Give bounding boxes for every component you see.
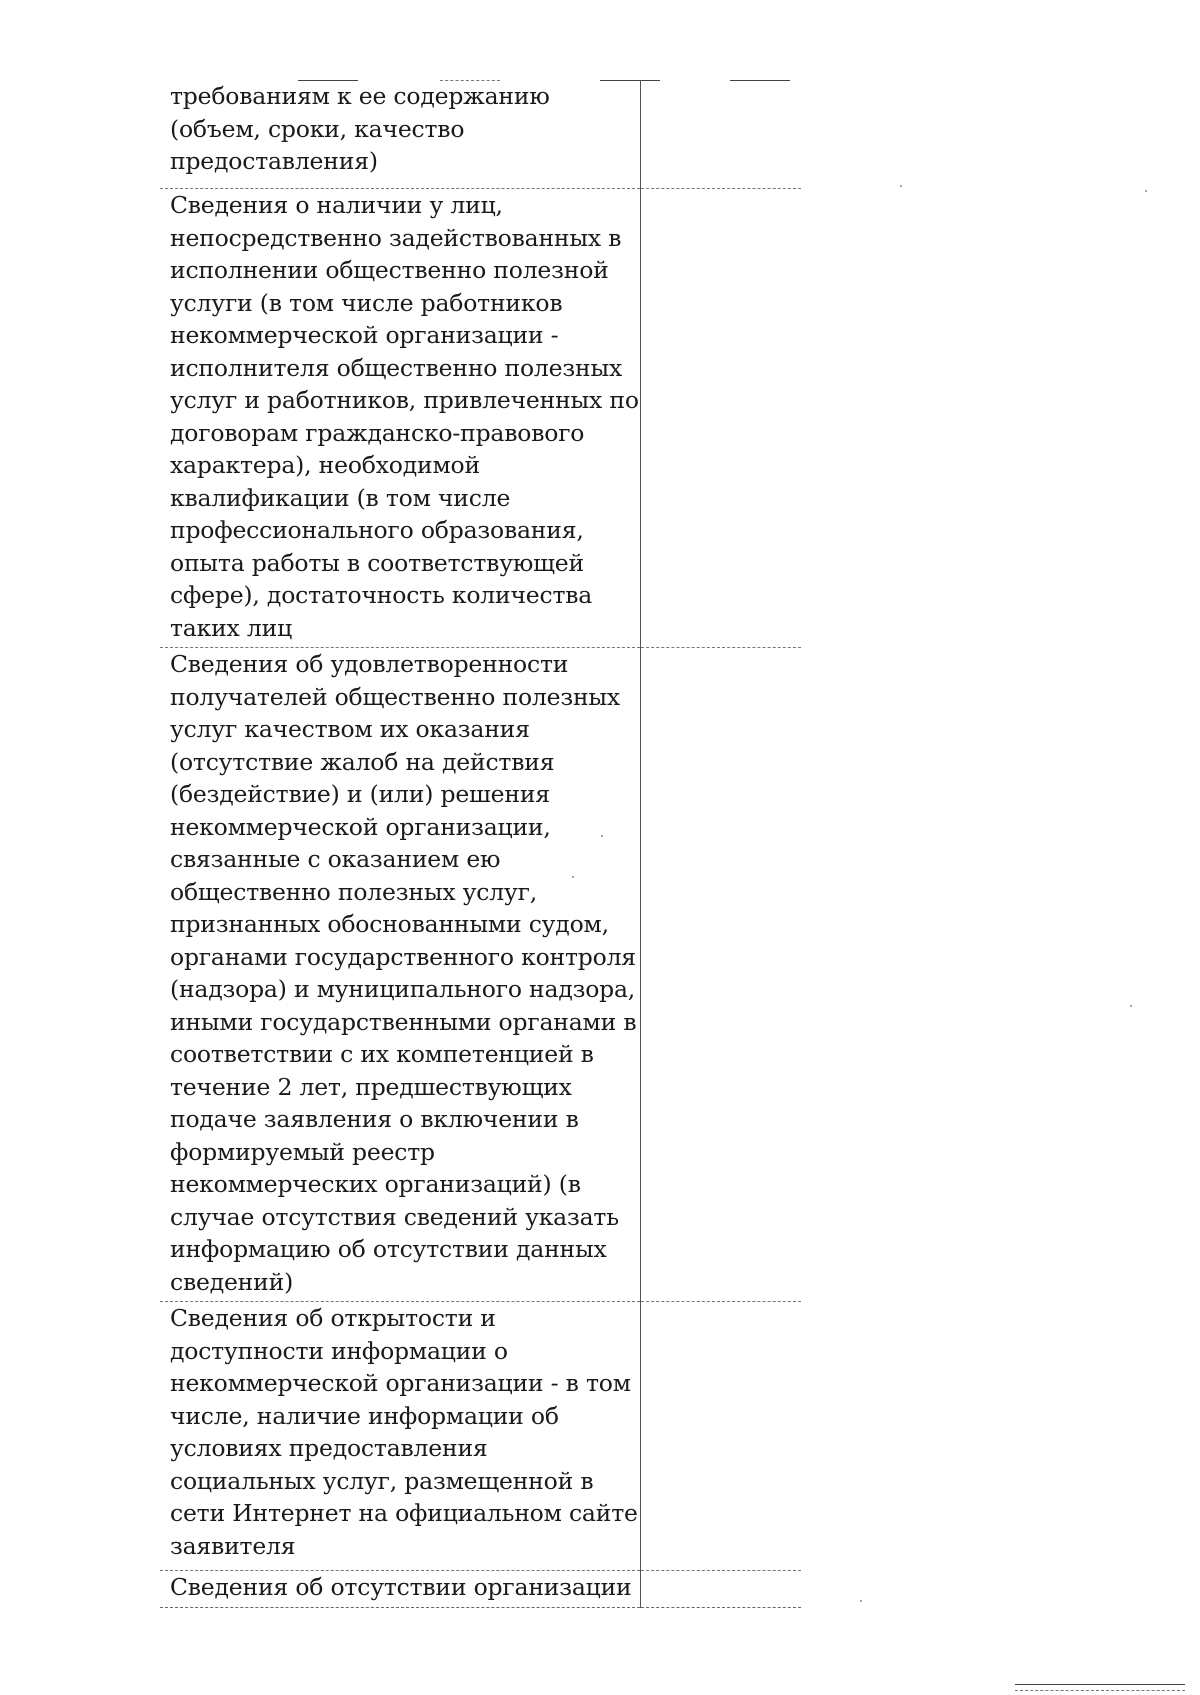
scan-speck [572,876,574,878]
scan-speck [860,1600,862,1602]
value-cell [641,189,802,648]
criterion-text: требованиям к ее содержанию (объем, сроки, качество предоставления) [170,82,550,175]
criterion-cell [160,648,641,1302]
criterion-text: Сведения об отсутствии организации [170,1573,632,1601]
bottom-rule-segment [1015,1690,1185,1691]
table-row [160,648,801,1302]
table-row [160,1571,801,1608]
criteria-table [160,80,801,1608]
scan-speck [1145,190,1147,192]
criterion-cell [160,189,641,648]
value-cell [641,1302,802,1571]
scan-speck [601,835,603,837]
scan-speck [900,185,902,187]
bottom-rule-segment [1015,1684,1185,1685]
criterion-cell [160,1571,641,1608]
scan-speck [1130,1005,1132,1007]
table-row [160,1302,801,1571]
value-cell [641,80,802,189]
table-row [160,189,801,648]
criterion-text: Сведения об открытости и доступности информации о некоммерческой организации - в том числе, наличие информации об условиях предоставления социальных услуг, размещенной в сети Интернет на официальном сайте заявителя [170,1304,638,1560]
value-cell [641,1571,802,1608]
criterion-cell [160,1302,641,1571]
table-row [160,80,801,189]
criterion-cell [160,80,641,189]
value-cell [641,648,802,1302]
criterion-text: Сведения об удовлетворенности получателей общественно полезных услуг качеством их оказания (отсутствие жалоб на действия (бездействие) и (или) решения некоммерческой организации, связанные с оказанием ею общественно полезных услуг, признанных обоснованными судом, органами государственного контроля (надзора) и муниципального надзора, иными государственными органами в соответствии с их компетенцией в течение 2 лет, предшествующих подаче заявления о включении в формируемый реестр некоммерческих организаций) (в случае отсутствия сведений указать информацию об отсутствии данных сведений) [170,650,637,1296]
criterion-text: Сведения о наличии у лиц, непосредственно задействованных в исполнении общественно полезной услуги (в том числе работников некоммерческой организации - исполнителя общественно полезных услуг и работников, привлеченных по договорам гражданско-правового характера), необходимой квалификации (в том числе профессионального образования, опыта работы в соответствующей сфере), достаточность количества таких лиц [170,191,639,642]
